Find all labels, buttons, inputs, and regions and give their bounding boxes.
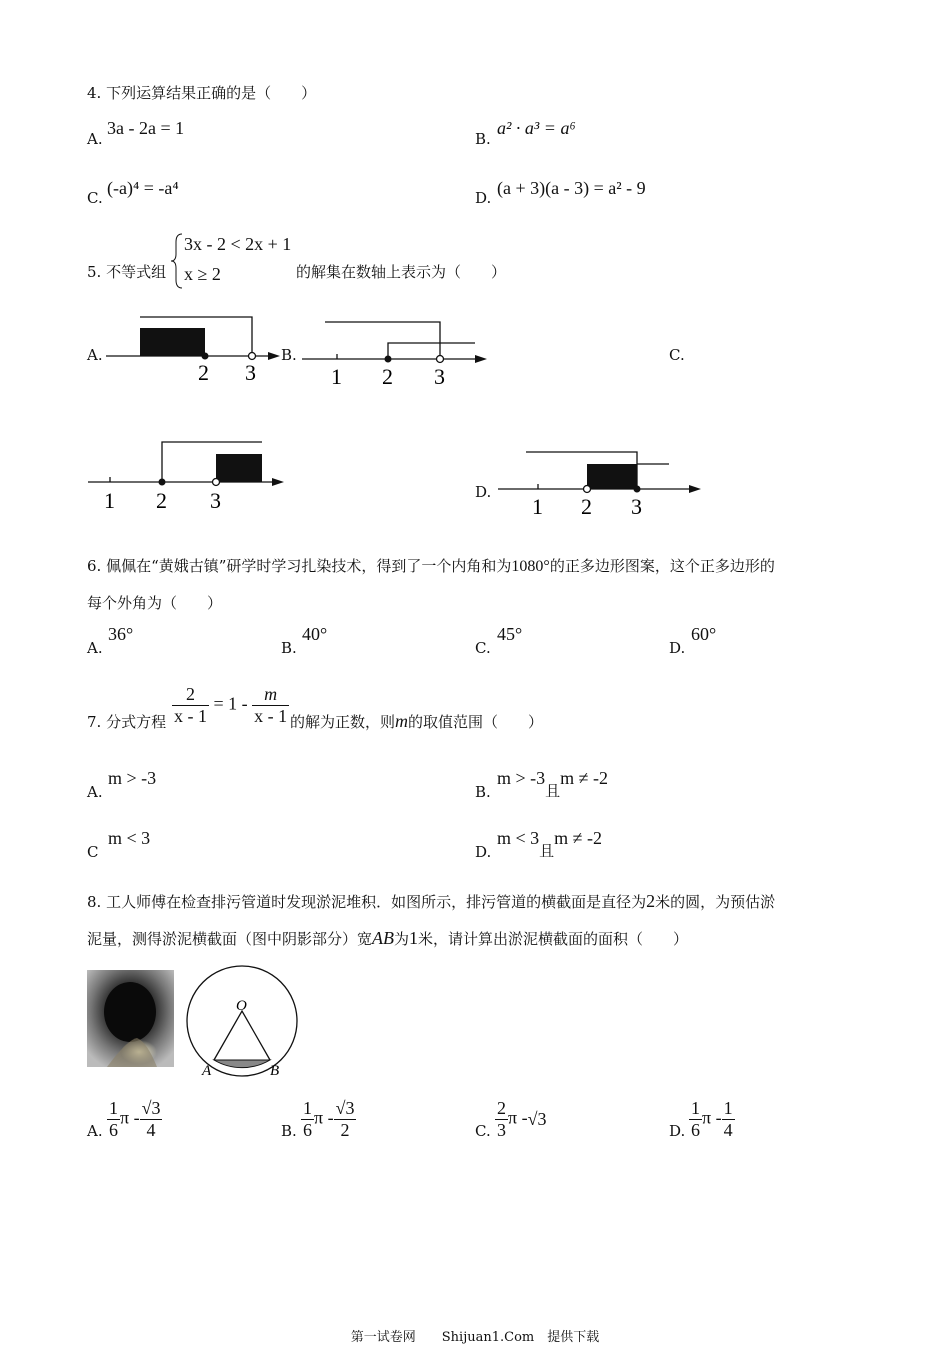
q7-option-b-expr	[497, 768, 609, 800]
q8-line2-a: 泥量，测得淤泥横截面（图中阴影部分）宽	[87, 930, 373, 948]
q8-option-d-f1-num: 1	[691, 1098, 700, 1118]
q4-stem: 4. 下列运算结果正确的是（ ）	[87, 84, 317, 102]
q8-option-b-f1-num: 1	[303, 1098, 312, 1118]
q7-stem-prefix: 7. 分式方程	[87, 713, 167, 731]
q8-option-c-tail: √3	[527, 1109, 547, 1129]
q4-option-c-expr: (-a)⁴ = -a⁴	[107, 178, 179, 198]
q7-fraction-2-den: x - 1	[254, 706, 288, 726]
q8-diameter: 2	[646, 891, 656, 911]
q6-option-a-label: A.	[87, 639, 103, 657]
q7-option-b-expr2: m ≠ -2	[560, 768, 609, 788]
q6-option-d-label: D.	[669, 639, 686, 657]
q7-stem-rest	[290, 711, 543, 732]
q4-option-c-label: C.	[87, 189, 103, 207]
q8-stem-line1	[87, 891, 775, 912]
tick-label-3: 3	[434, 364, 445, 389]
q7-stem-mid: 的解为正数，则	[290, 713, 396, 731]
tick-label-3: 3	[631, 494, 642, 519]
q8-option-b-f2-den: 2	[340, 1120, 350, 1140]
q7-option-a-label: A.	[87, 783, 103, 801]
q6-stem-line1-a: 6. 佩佩在“黄娥古镇”研学时学习扎染技术，得到了一个内角和为	[87, 557, 512, 575]
q8-option-b-pi: π -	[314, 1107, 334, 1128]
q7-fraction-2-num: m	[252, 684, 289, 706]
q6-stem-line1	[87, 555, 775, 576]
tick-label-1: 1	[104, 488, 115, 513]
q7-option-b-label: B.	[475, 783, 491, 801]
circle-figure	[184, 962, 302, 1080]
page-footer: 第一试卷网 Shijuan1.Com 提供下载	[350, 1330, 600, 1345]
q8-option-d-label: D.	[669, 1122, 686, 1140]
q8-ab: AB	[372, 928, 395, 948]
q8-option-d-f2-num: 1	[723, 1098, 733, 1118]
q8-option-c-f1-num: 2	[497, 1098, 506, 1118]
tick-label-2: 2	[156, 488, 167, 513]
q7-option-d-conj: 且	[539, 844, 555, 860]
q7-option-d-expr1: m < 3	[497, 828, 540, 848]
q7-fraction-2	[252, 684, 289, 727]
tick-label-1: 1	[532, 494, 543, 519]
q8-option-a-expr	[107, 1098, 162, 1141]
q5-option-b-label: B.	[281, 346, 297, 364]
q4-option-d-expr: (a + 3)(a - 3) = a² - 9	[497, 178, 646, 198]
q7-option-d-expr2: m ≠ -2	[554, 828, 603, 848]
q8-option-a-pi: π -	[120, 1107, 140, 1128]
q7-equation	[172, 684, 289, 727]
q7-option-d-expr	[497, 828, 603, 860]
q7-fraction-1-num: 2	[172, 684, 209, 706]
q8-option-a-label: A.	[87, 1122, 103, 1140]
q7-option-b-conj: 且	[545, 784, 561, 800]
q8-option-b-label: B.	[281, 1122, 297, 1140]
q8-option-a-f1-num: 1	[109, 1098, 118, 1118]
q4-option-a-label: A.	[87, 130, 103, 148]
q8-stem-line2	[87, 928, 688, 949]
q4-option-a-expr: 3a - 2a = 1	[107, 118, 185, 138]
q4-option-b-expr: a² · a³ = a⁶	[497, 118, 576, 138]
q8-option-c-pi: π -	[508, 1107, 528, 1128]
q7-option-a-expr: m > -3	[108, 768, 157, 788]
q6-option-c-label: C.	[475, 639, 491, 657]
q6-stem-line2: 每个外角为（ ）	[87, 594, 223, 612]
q6-option-b-label: B.	[281, 639, 297, 657]
tick-label-3: 3	[245, 360, 256, 384]
q6-option-d-value: 60°	[691, 624, 717, 644]
q8-line1-a: 8. 工人师傅在检查排污管道时发现淤泥堆积．如图所示，排污管道的横截面是直径为	[87, 893, 647, 911]
q5-option-d-label: D.	[475, 483, 492, 501]
q4-option-d-label: D.	[475, 189, 492, 207]
q7-fraction-1-den: x - 1	[174, 706, 207, 726]
q7-option-c-label: C	[87, 843, 99, 861]
q8-option-b-f2-num: √3	[335, 1098, 355, 1118]
q5-brace	[170, 232, 184, 290]
q8-option-d-expr	[689, 1098, 735, 1141]
q8-option-a-f2-den: 4	[146, 1120, 156, 1140]
point-label-a: A	[202, 1063, 212, 1079]
q8-option-a-f1-den: 6	[109, 1120, 118, 1140]
q5-number-line-d	[494, 446, 709, 524]
point-label-b: B	[270, 1063, 280, 1079]
q5-option-c-label: C.	[669, 346, 685, 364]
q8-line1-b: 米的圆，为预估淤	[655, 893, 776, 911]
q8-option-c-f1-den: 3	[497, 1120, 506, 1140]
q5-number-line-c	[84, 434, 294, 514]
q7-fraction-1	[172, 684, 209, 727]
q6-option-c-value: 45°	[497, 624, 523, 644]
q8-option-d-f2-den: 4	[723, 1120, 733, 1140]
tick-label-3: 3	[210, 488, 221, 513]
q7-eq-mid: = 1 -	[213, 693, 248, 714]
q7-option-b-expr1: m > -3	[497, 768, 546, 788]
q8-option-d-pi: π -	[702, 1107, 722, 1128]
q8-option-c-expr	[495, 1098, 546, 1141]
q6-stem-line1-b: 的正多边形图案，这个正多边形的	[549, 557, 775, 575]
q8-option-c-label: C.	[475, 1122, 491, 1140]
q8-option-d-f1-den: 6	[691, 1120, 700, 1140]
q7-stem-suffix: 的取值范围（ ）	[408, 713, 544, 731]
q8-option-b-f1-den: 6	[303, 1120, 312, 1140]
tick-label-2: 2	[382, 364, 393, 389]
q6-option-a-value: 36°	[108, 624, 134, 644]
q8-option-a-f2-num: √3	[141, 1098, 161, 1118]
q5-option-a-label: A.	[87, 346, 103, 364]
q8-width: 1	[409, 928, 419, 948]
q5-stem-suffix: 的解集在数轴上表示为（ ）	[296, 263, 507, 281]
tick-label-2: 2	[581, 494, 592, 519]
q8-line2-b: 为	[394, 930, 410, 948]
q7-var-m: m	[395, 711, 409, 731]
tick-label-1: 1	[331, 364, 342, 389]
q8-option-b-expr	[301, 1098, 356, 1141]
q4-option-b-label: B.	[475, 130, 491, 148]
q5-number-line-b	[300, 312, 495, 390]
q7-option-d-label: D.	[475, 843, 492, 861]
q5-stem-prefix: 5. 不等式组	[87, 263, 167, 281]
q5-number-line-a	[100, 312, 285, 384]
q6-option-b-value: 40°	[302, 624, 328, 644]
q6-angle-sum: 1080°	[511, 558, 550, 575]
point-label-o: O	[236, 998, 247, 1014]
pipe-photo	[87, 970, 174, 1067]
q5-system-line1: 3x - 2 < 2x + 1	[184, 234, 292, 254]
tick-label-2: 2	[198, 360, 209, 384]
q5-system-line2: x ≥ 2	[184, 264, 221, 284]
q8-line2-c: 米，请计算出淤泥横截面的面积（ ）	[418, 930, 689, 948]
q7-option-c-expr: m < 3	[108, 828, 151, 848]
